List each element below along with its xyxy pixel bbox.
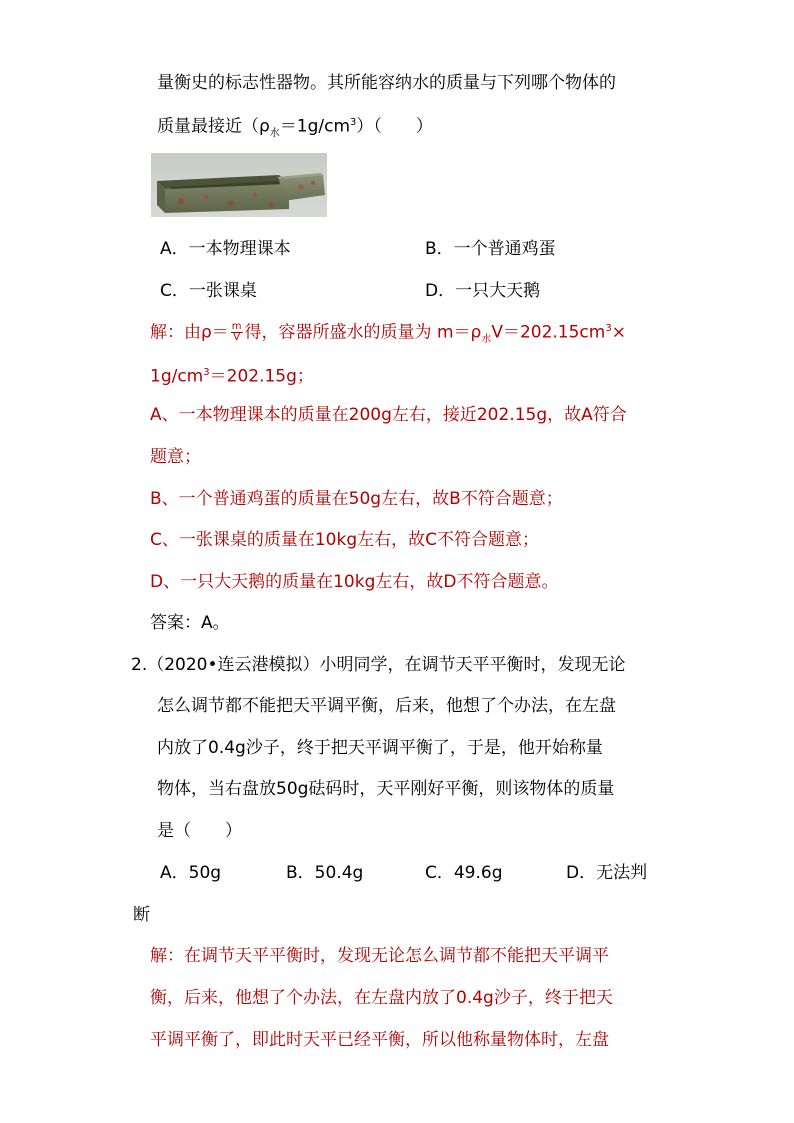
q1-analysis-b: B、一个普通鸡蛋的质量在50g左右，故B不符合题意；: [150, 489, 563, 509]
rho-subscript: 水: [269, 128, 280, 140]
q1-solution-rho: ρ＝: [201, 322, 229, 343]
q2-solution-line1: 解：在调节天平平衡时，发现无论怎么调节都不能把天平调平: [150, 946, 609, 966]
q1-solution-sup: 3: [605, 323, 612, 334]
q1-solution-result: ＝202.15g；: [209, 366, 314, 387]
q1-stem-post: ）（ ）: [356, 116, 433, 137]
q1-analysis-a-line2: 题意；: [150, 447, 201, 467]
q1-solution-rho2: ρ: [470, 322, 482, 343]
q1-solution-unit-sup: 3: [203, 367, 210, 378]
q1-option-c[interactable]: C．一张课桌: [160, 281, 257, 301]
fraction-numerator: m: [231, 321, 242, 333]
q2-option-d-wrap: 断: [133, 905, 150, 925]
q1-solution-sub: 水: [481, 334, 492, 346]
q1-answer: 答案：A。: [150, 613, 230, 633]
q1-analysis-c: C、一张课桌的质量在10kg左右，故C不符合题意；: [150, 530, 540, 550]
q1-stem-line2: [157, 112, 433, 145]
q1-solution-mid: 得，容器所盛水的质量为 m＝: [244, 322, 471, 343]
q2-stem-line5: 是（ ）: [157, 821, 242, 841]
q1-solution-line1: [150, 318, 626, 351]
q1-stem-pre: 质量最接近（: [157, 116, 259, 137]
q1-solution-line2: [150, 362, 314, 388]
q2-option-c[interactable]: C．49.6g: [425, 863, 503, 883]
q2-stem-line1: 2.（2020•连云港模拟）小明同学，在调节天平平衡时，发现无论: [131, 655, 626, 675]
q2-stem-line3: 内放了0.4g沙子，终于把天平调平衡了，于是，他开始称量: [157, 738, 603, 758]
q1-analysis-a-line1: A、一本物理课本的质量在200g左右，接近202.15g，故A符合: [150, 405, 627, 425]
q1-option-d[interactable]: D．一只大天鹅: [425, 281, 541, 301]
q2-option-d[interactable]: D．无法判: [566, 863, 648, 883]
q1-option-a[interactable]: A．一本物理课本: [160, 239, 291, 259]
fraction-denominator: V: [233, 332, 241, 344]
q2-stem-line4: 物体，当右盘放50g砝码时，天平刚好平衡，则该物体的质量: [157, 779, 615, 799]
q1-solution-pre: 解：由: [150, 322, 201, 343]
density-fraction: [231, 322, 243, 343]
q1-option-b[interactable]: B．一个普通鸡蛋: [425, 239, 556, 259]
q1-solution-post: V＝202.15cm: [491, 322, 606, 343]
q1-stem-mid: ＝1g/cm: [279, 116, 351, 137]
q2-stem-line2: 怎么调节都不能把天平调平衡，后来，他想了个办法，在左盘: [157, 696, 616, 716]
q1-analysis-d: D、一只大天鹅的质量在10kg左右，故D不符合题意。: [150, 572, 559, 592]
bronze-vessel-photo: [151, 153, 327, 217]
q2-option-a[interactable]: A．50g: [160, 863, 222, 883]
rho-symbol: ρ: [259, 116, 270, 137]
q2-solution-line2: 衡，后来，他想了个办法，在左盘内放了0.4g沙子，终于把天: [150, 988, 613, 1008]
q2-solution-line3: 平调平衡了，即此时天平已经平衡，所以他称量物体时，左盘: [150, 1030, 609, 1050]
q2-option-b[interactable]: B．50.4g: [286, 863, 364, 883]
q1-stem-line1: 量衡史的标志性器物。其所能容纳水的质量与下列哪个物体的: [157, 73, 616, 93]
q1-solution-unit: 1g/cm: [150, 366, 204, 387]
cubic-superscript: 3: [350, 117, 357, 128]
times-sign: ×: [611, 322, 626, 343]
